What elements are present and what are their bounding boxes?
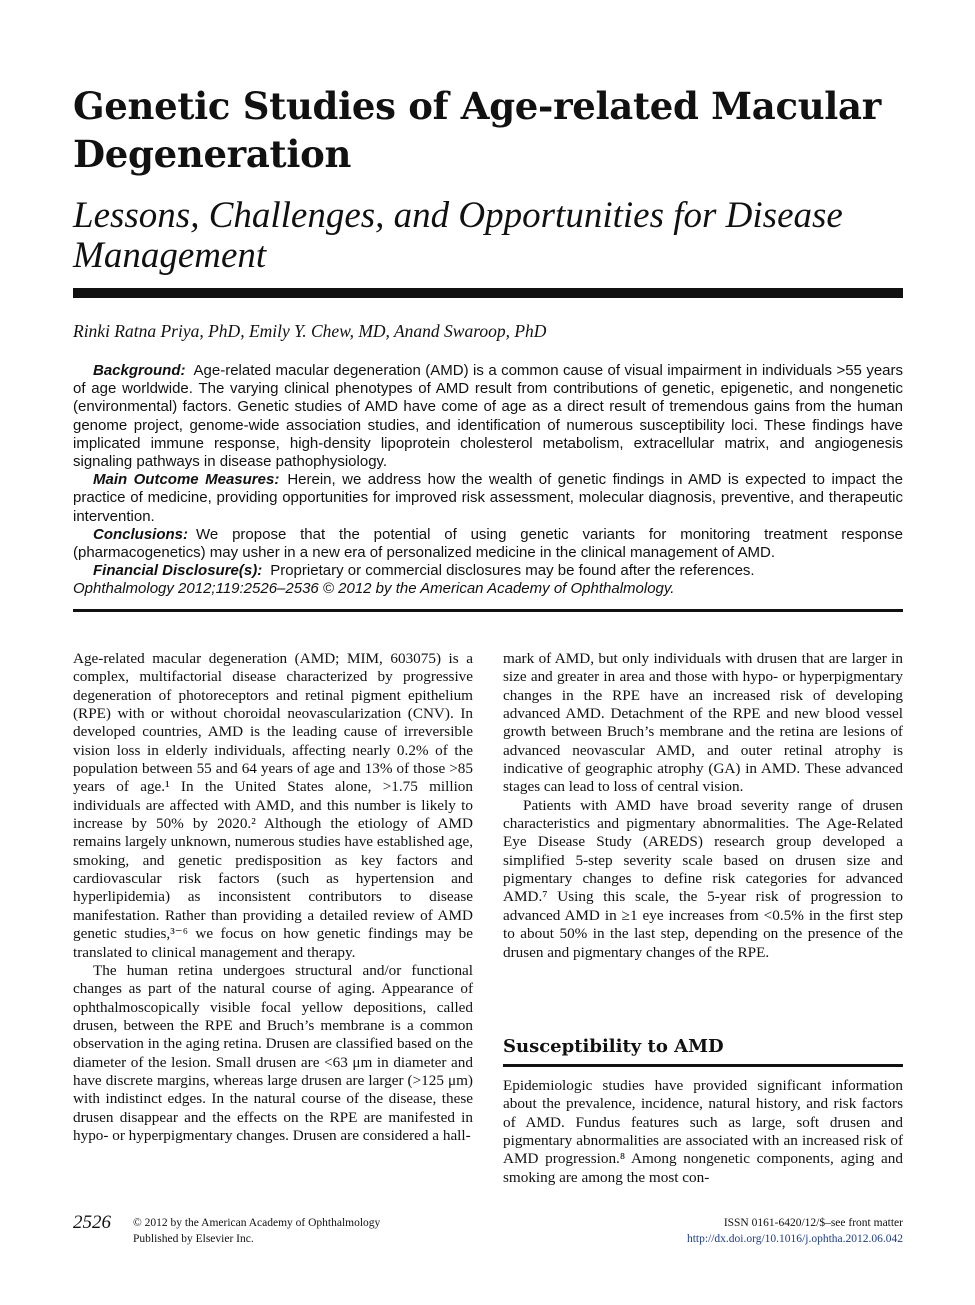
disclosure-text: Proprietary or commercial disclosures may be found after the references. <box>270 562 755 580</box>
page-number: 2526 <box>73 1212 111 1233</box>
conclusions-label: Conclusions: <box>93 525 189 543</box>
article-subtitle: Lessons, Challenges, and Opportunities for Disease Management <box>73 195 843 276</box>
abstract-divider <box>73 609 903 612</box>
body-paragraph: The human retina undergoes structural and/or functional changes as part of the natural course of aging. Appearance of ophthalmoscopically visible focal yellow depositions, called drusen, between the RPE and Bruch’s membrane is a common observation in the aging retina. Drusen are classified based on the diameter of the lesion. Small drusen are <63 μm in diameter and have discrete margins, whereas large drusen are larger (>125 μm) with indistinct edges. In the natural course of the disease, these drusen disappear and the effects on the RPE are manifested in hypo- or hyperpigmentary changes. Drusen are considered a hall- <box>73 961 473 1144</box>
background-text: Age-related macular degeneration (AMD) is a common cause of visual impairment in individuals >55 years of age worldwide. The varying clinical phenotypes of AMD result from contributions of genetic, epigenetic, and nongenetic (environmental) factors. Genetic studies of AMD have come of age as a direct result of tremendous gains from the human genome project, genome-wide association studies, and identification of numerous susceptibility loci. These findings have implicated immune response, high-density lipoprotein cholesterol metabolism, extracellular matrix, and angiogenesis signaling pathways in disease pathophysiology. <box>73 362 903 471</box>
body-paragraph: Patients with AMD have broad severity range of drusen characteristics and pigmentary abnormalities. The Age-Related Eye Disease Study (AREDS) research group developed a simplified 5-step severity scale based on drusen size and pigmentary changes to define risk categories for advanced AMD.⁷ Using this scale, the 5-year risk of progression to advanced AMD in ≥1 eye increases from <0.5% in the first step to about 50% in the last step, depending on the presence of the drusen and pigmentary changes of the RPE. <box>503 796 903 961</box>
body-column-left <box>73 650 473 1145</box>
outcome-label: Main Outcome Measures: <box>93 471 280 489</box>
abstract <box>73 362 903 599</box>
abstract-disclosure <box>73 562 903 580</box>
body-paragraph: Epidemiologic studies have provided significant information about the prevalence, incidence, natural history, and risk factors of AMD. Fundus features such as large, soft drusen and pigmentary abnormalities are associated with an increased risk of AMD progression.⁸ Among nongenetic components, aging and smoking are among the most con- <box>503 1077 903 1186</box>
section-heading: Susceptibility to AMD <box>503 1036 724 1057</box>
footer-identifiers <box>687 1215 903 1247</box>
footer-publisher-info <box>133 1215 380 1247</box>
section-divider <box>503 1064 903 1067</box>
copyright-line: © 2012 by the American Academy of Ophthalmology <box>133 1217 381 1229</box>
doi-link[interactable]: http://dx.doi.org/10.1016/j.ophtha.2012.06.042 <box>686 1233 903 1245</box>
conclusions-text: We propose that the potential of using genetic variants for monitoring treatment response (pharmacogenetics) may usher in a new era of personalized medicine in the clinical management of AMD. <box>73 525 903 562</box>
author-list: Rinki Ratna Priya, PhD, Emily Y. Chew, MD, Anand Swaroop, PhD <box>73 321 547 341</box>
title-divider <box>73 288 903 298</box>
disclosure-label: Financial Disclosure(s): <box>93 562 263 580</box>
abstract-conclusions <box>73 526 903 562</box>
journal-citation: Ophthalmology 2012;119:2526–2536 © 2012 by the American Academy of Ophthalmology. <box>73 580 675 598</box>
body-paragraph: Age-related macular degeneration (AMD; MIM, 603075) is a complex, multifactorial disease characterized by progressive degeneration of photoreceptors and retinal pigment epithelium (RPE) with or without choroidal neovascularization (CNV). In developed countries, AMD is the leading cause of irreversible vision loss in elderly individuals, affecting nearly 0.2% of the population between 55 and 64 years of age and 13% of those >85 years of age.¹ In the United States alone, >1.75 million individuals are affected with AMD, and this number is likely to increase by 50% by 2020.² Although the etiology of AMD remains largely unknown, numerous studies have established age, smoking, and genetic predisposition as key factors and cardiovascular risk factors (such as hypertension and hyperlipidemia) as inconsistent contributors to disease manifestation. Rather than providing a detailed review of AMD genetic studies,³⁻⁶ we focus on how genetic findings may be translated to clinical management and therapy. <box>73 650 473 961</box>
background-label: Background: <box>93 362 186 379</box>
publisher-line: Published by Elsevier Inc. <box>133 1233 254 1245</box>
abstract-background <box>73 362 903 471</box>
outcome-text: Herein, we address how the wealth of genetic findings in AMD is expected to impact the practice of medicine, providing opportunities for improved risk assessment, molecular diagnosis, preventive, and therapeutic intervention. <box>73 471 903 525</box>
article-title: Genetic Studies of Age-related Macular Degeneration <box>73 84 881 176</box>
body-column-right-lower <box>503 1077 903 1187</box>
body-column-right <box>503 650 903 962</box>
body-paragraph: mark of AMD, but only individuals with drusen that are larger in size and greater in area and those with hypo- or hyperpigmentary changes in the RPE have an increased risk of developing advanced AMD. Detachment of the RPE and new blood vessel growth between Bruch’s membrane and the retina are lesions of advanced neovascular AMD, and outer retinal atrophy is indicative of geographic atrophy (GA) in AMD. These advanced stages can lead to loss of central vision. <box>503 650 903 796</box>
abstract-outcome <box>73 471 903 526</box>
issn-line: ISSN 0161-6420/12/$–see front matter <box>723 1217 903 1229</box>
